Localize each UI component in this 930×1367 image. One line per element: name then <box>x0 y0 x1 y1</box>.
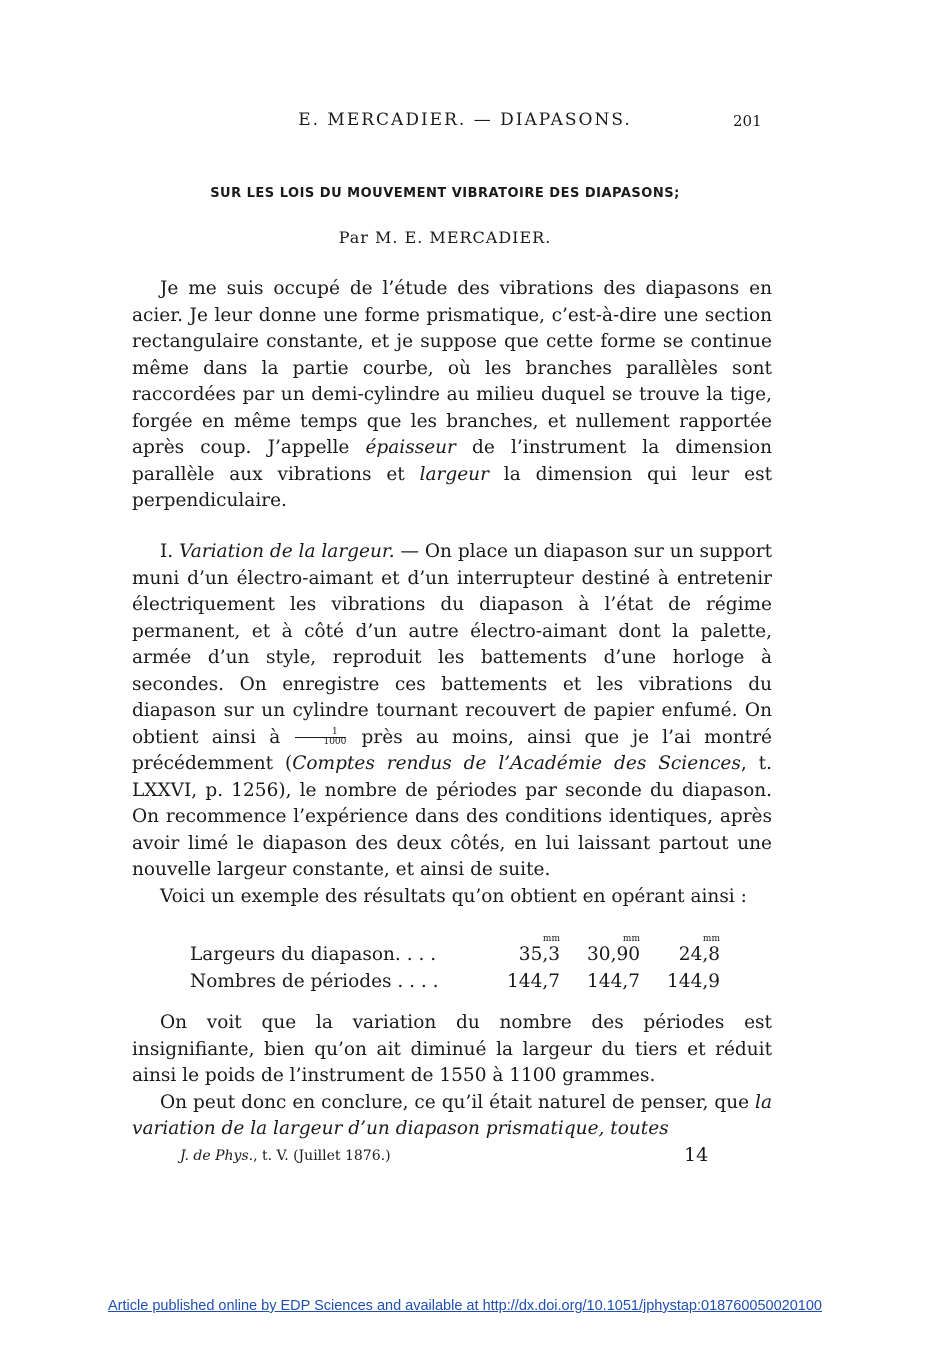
page-number: 201 <box>733 112 762 130</box>
paragraph-intro <box>132 276 772 515</box>
unit-label: mm <box>702 934 720 944</box>
running-head: E. MERCADIER. — DIAPASONS. <box>298 110 632 130</box>
byline: Par M. E. MERCADIER. <box>338 228 552 247</box>
citation: Comptes rendus de l’Académie des Sciences <box>292 753 741 774</box>
fraction <box>295 728 346 747</box>
emphasis: la variation de la largeur d’un diapason prismatique, toutes <box>132 1091 772 1139</box>
row-label: Largeurs du diapason. . . . <box>190 944 437 965</box>
banner-link-mid[interactable]: and available at <box>372 1298 483 1314</box>
table-row <box>190 944 740 971</box>
signature-mark: 14 <box>684 1144 709 1166</box>
text: Je me suis occupé de l’étude des vibrations des diapasons en acier. Je leur donne une forme prismatique, c’est-à-dire une section rectangulaire constante, et je suppose que cette forme se continue même dans la partie courbe, où les branches parallèles sont raccordées par un demi-cylindre au milieu duquel se trouve la tige, forgée en même temps que les branches, et nullement rapportée après coup. J’appelle <box>132 278 772 458</box>
text: près au moins, ainsi que je l’ai montré précédemment ( <box>132 726 772 774</box>
fraction-denominator: 1000 <box>295 737 346 747</box>
term-epaisseur: épaisseur <box>365 437 456 458</box>
text: — On place un diapason sur un support muni d’un électro-aimant et d’un interrupteur destiné à entretenir électriquement les vibrations du diapason à l’état de régime permanent, et à côté d’un autre électro-aimant dont la palette, armée d’un style, reproduit les battements d’une horloge à secondes. On enregistre ces battements et les vibrations du diapason sur un cylindre tournant recouvert de papier enfumé. On obtient ainsi à <box>132 541 773 748</box>
section-number: I. <box>160 541 180 562</box>
text: On peut donc en conclure, ce qu’il était naturel de penser, que <box>160 1091 756 1113</box>
journal-ref: , t. V. (Juillet 1876.) <box>253 1148 391 1164</box>
paragraph-conclusion <box>132 1010 772 1143</box>
publication-banner <box>0 1298 930 1314</box>
footer-reference <box>180 1148 391 1164</box>
unit-label: mm <box>622 934 640 944</box>
journal-name: J. de Phys. <box>180 1148 254 1164</box>
article-title: SUR LES LOIS DU MOUVEMENT VIBRATOIRE DES DIAPASONS; <box>210 186 680 201</box>
cell: 35,3 <box>518 944 560 965</box>
cell: 30,90 <box>587 944 640 965</box>
text: de l’instrument la dimension parallèle aux vibrations et <box>132 437 772 485</box>
cell: 144,7 <box>587 971 640 992</box>
results-table <box>190 934 740 998</box>
section-heading: Variation de la largeur. <box>179 541 395 562</box>
unit-row <box>190 934 740 944</box>
doi-link[interactable]: http://dx.doi.org/10.1051/jphystap:018760050020100 <box>482 1298 822 1314</box>
row-label: Nombres de périodes . . . . <box>190 971 439 992</box>
text: la dimension qui leur est perpendiculaire. <box>132 463 773 511</box>
table-intro: Voici un exemple des résultats qu’on obtient en opérant ainsi : <box>160 885 747 907</box>
unit-label: mm <box>542 934 560 944</box>
banner-link-lead[interactable]: Article published online by <box>108 1298 281 1314</box>
text: On voit que la variation du nombre des périodes est insignifiante, bien qu’on ait diminué la largeur du tiers et réduit ainsi le poids de l’instrument de 1550 à 1100 grammes. <box>132 1012 772 1086</box>
text: , t. LXXVI, p. 1256), le nombre de périodes par seconde du diapason. On recommence l’expérience dans des conditions identiques, après avoir limé le diapason des deux côtés, en lui laissant partout une nouvelle largeur constante, et ainsi de suite. <box>132 753 773 880</box>
cell: 144,9 <box>667 971 720 992</box>
cell: 24,8 <box>678 944 720 965</box>
publisher-link[interactable]: EDP Sciences <box>280 1298 373 1314</box>
term-largeur: largeur <box>419 463 489 485</box>
table-row <box>190 971 740 998</box>
fraction-numerator: 1 <box>332 727 338 737</box>
cell: 144,7 <box>507 971 560 992</box>
paragraph-section-1 <box>132 539 772 910</box>
